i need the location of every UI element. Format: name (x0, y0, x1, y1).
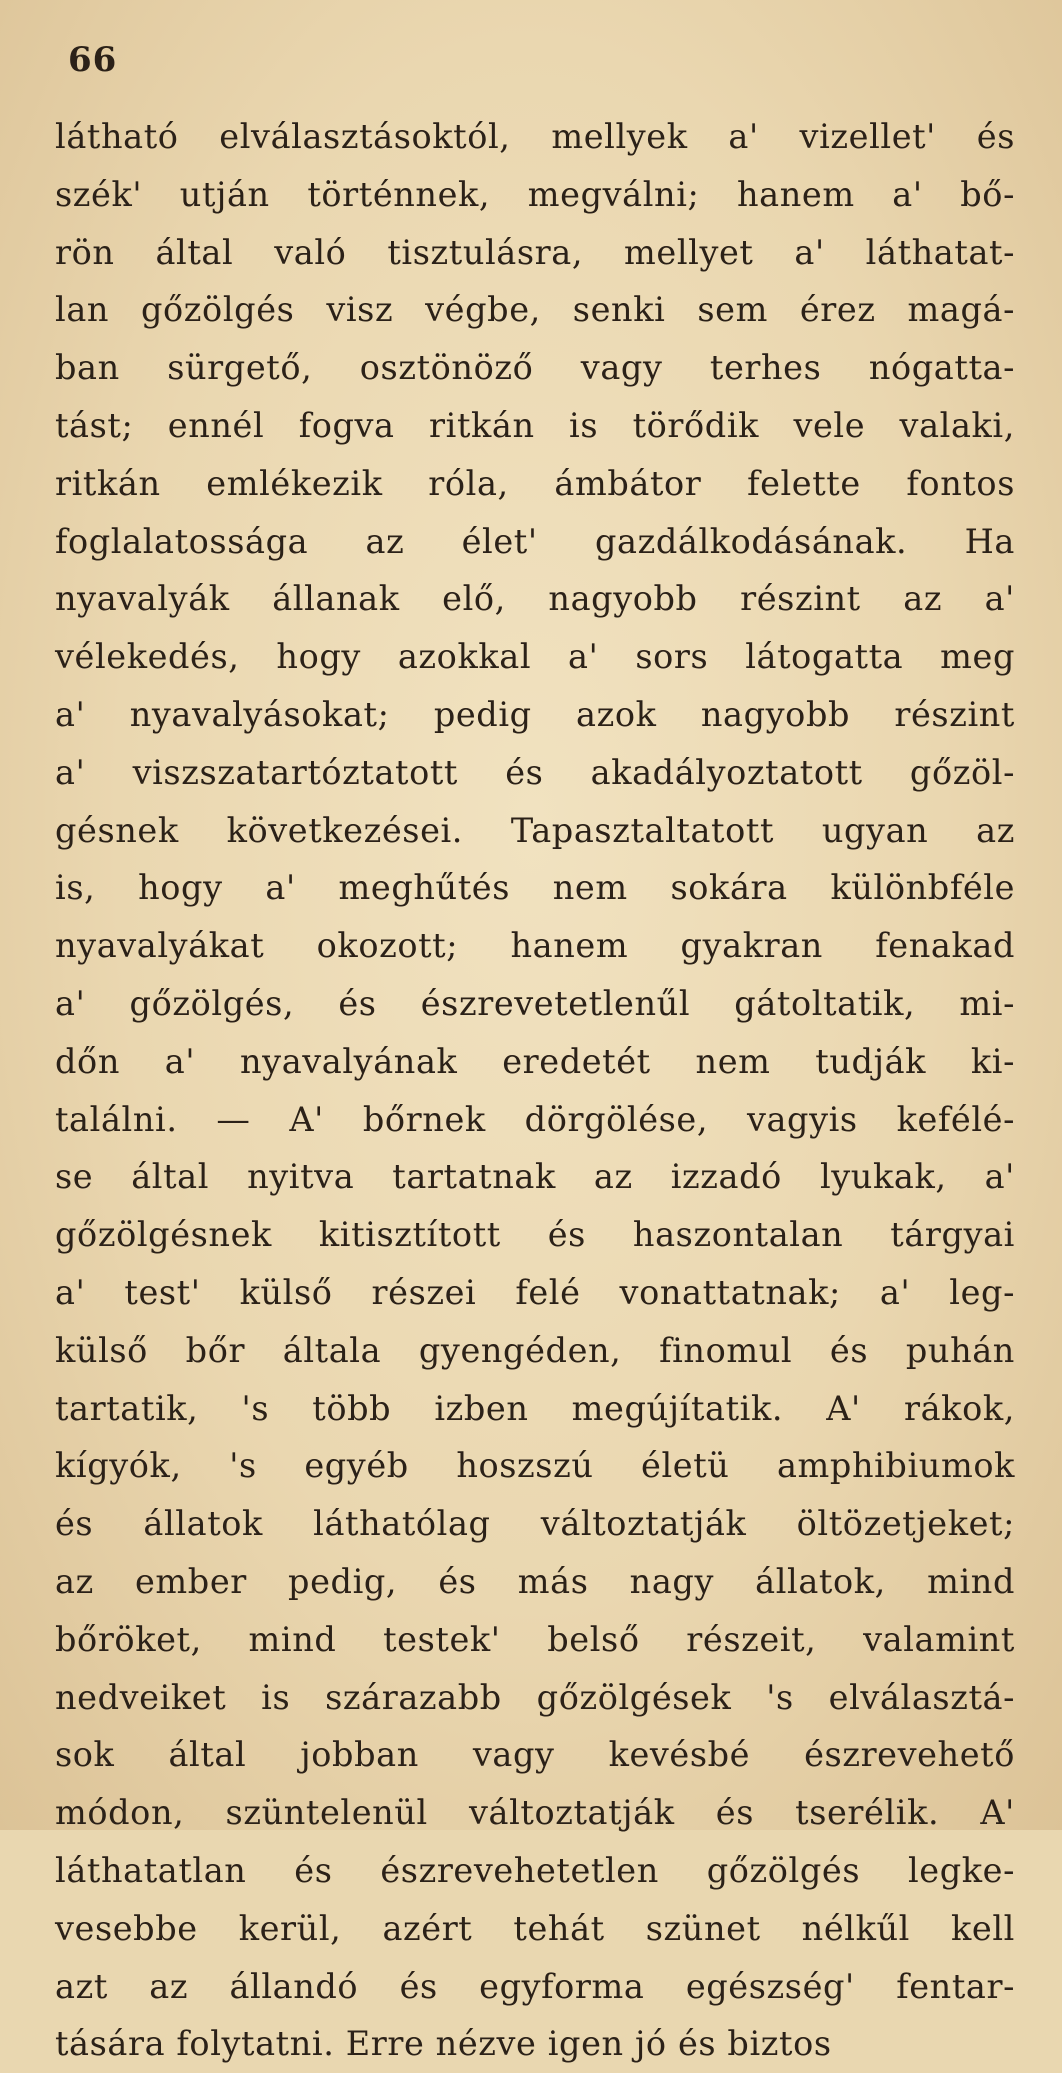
text-line: és állatok láthatólag változtatják öltözetjeket; (55, 1504, 1015, 1544)
text-line: ban sürgető, osztönöző vagy terhes nógatta- (55, 348, 1015, 388)
text-line: tást; ennél fogva ritkán is törődik vele valaki, (55, 405, 1015, 445)
text-line: lan gőzölgés visz végbe, senki sem érez magá- (55, 290, 1015, 330)
text-line: rön által való tisztulásra, mellyet a' láthatat- (55, 232, 1015, 272)
text-line: se által nyitva tartatnak az izzadó lyukak, a' (55, 1157, 1015, 1197)
text-line: láthatatlan és észrevehetetlen gőzölgés legke- (55, 1850, 1015, 1890)
text-line: találni. — A' bőrnek dörgölése, vagyis kefélé- (55, 1099, 1015, 1139)
text-line: tására folytatni. Erre nézve igen jó és biztos (55, 2024, 832, 2064)
text-line: a' test' külső részei felé vonattatnak; a' leg- (55, 1272, 1015, 1312)
text-line: a' nyavalyásokat; pedig azok nagyobb részint (55, 694, 1015, 734)
text-line: gésnek következései. Tapasztaltatott ugyan az (55, 810, 1015, 850)
text-line: tartatik, 's több izben megújítatik. A' rákok, (55, 1388, 1015, 1428)
text-line: sok által jobban vagy kevésbé észrevehető (55, 1735, 1015, 1775)
text-line: nyavalyákat okozott; hanem gyakran fenakad (55, 926, 1015, 966)
text-line: vélekedés, hogy azokkal a' sors látogatta meg (55, 637, 1015, 677)
text-line: kígyók, 's egyéb hoszszú életü amphibiumok (55, 1446, 1015, 1486)
text-line: dőn a' nyavalyának eredetét nem tudják ki- (55, 1041, 1015, 1081)
text-line: bőröket, mind testek' belső részeit, valamint (55, 1619, 1015, 1659)
page-number: 66 (68, 40, 118, 80)
text-line: szék' utján történnek, megválni; hanem a' bő- (55, 174, 1015, 214)
text-line: a' viszszatartóztatott és akadályoztatott gőzöl- (55, 752, 1015, 792)
text-line: az ember pedig, és más nagy állatok, mind (55, 1561, 1015, 1601)
text-line: ritkán emlékezik róla, ámbátor felette fontos (55, 463, 1015, 503)
body-text (55, 108, 1015, 2073)
text-line: nedveiket is szárazabb gőzölgések 's elválasztá- (55, 1677, 1015, 1717)
text-line: módon, szüntelenül változtatják és tserélik. A' (55, 1793, 1015, 1833)
text-line: nyavalyák állanak elő, nagyobb részint az a' (55, 579, 1015, 619)
text-line: külső bőr általa gyengéden, finomul és puhán (55, 1330, 1015, 1370)
text-line: gőzölgésnek kitisztított és haszontalan tárgyai (55, 1215, 1015, 1255)
text-line: azt az állandó és egyforma egészség' fentar- (55, 1966, 1015, 2006)
text-line: látható elválasztásoktól, mellyek a' vizellet' és (55, 117, 1015, 156)
text-line: is, hogy a' meghűtés nem sokára különbféle (55, 868, 1015, 908)
text-line: a' gőzölgés, és észrevetetlenűl gátoltatik, mi- (55, 983, 1015, 1023)
text-line: foglalatossága az élet' gazdálkodásának. Ha (55, 521, 1015, 561)
text-line: vesebbe kerül, azért tehát szünet nélkűl kell (55, 1908, 1015, 1948)
